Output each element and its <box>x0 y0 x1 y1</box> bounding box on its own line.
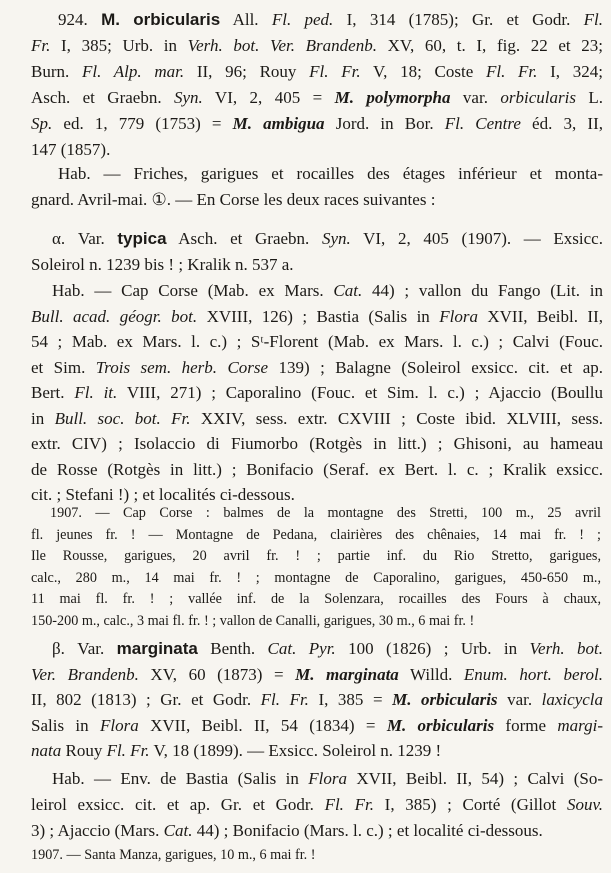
text-run: 147 (1857). <box>31 139 111 159</box>
text-line <box>31 407 603 431</box>
text-run: 11 mai fl. fr. ! ; vallée inf. de la Solenzara, rocailles des Fours à chaux, <box>31 591 601 608</box>
text-run: Bull. acad. géogr. bot. <box>31 306 198 326</box>
text-line <box>31 356 603 380</box>
text-run: éd. 3, II, <box>520 113 603 133</box>
text-run: Cat. <box>163 821 193 840</box>
text-line <box>31 112 603 136</box>
text-line <box>58 162 603 186</box>
text-run: α. Var. <box>52 229 118 248</box>
text-line <box>31 739 603 763</box>
species-heading-citation <box>233 10 603 29</box>
text-run: laxicycla <box>541 690 603 709</box>
text-line <box>31 305 603 329</box>
text-run: 44) ; Bonifacio (Mars. l. c.) ; et localité ci-dessous. <box>192 821 543 840</box>
text-line <box>31 819 603 843</box>
text-run: margi- <box>557 715 603 735</box>
text-run: VI, 2, 405 = <box>202 87 335 107</box>
text-run: forme <box>494 715 558 735</box>
text-run: Hab. — Env. de Bastia (Salis in <box>52 769 309 788</box>
text-run: Flora <box>308 769 348 788</box>
text-line <box>31 714 603 738</box>
text-run: Ver. Brandenb. <box>31 664 139 684</box>
text-run: I, 385 = <box>308 690 393 709</box>
text-line <box>31 253 603 277</box>
text-run: 1907. — Santa Manza, garigues, 10 m., 6 mai fr. ! <box>31 847 316 863</box>
text-run: XV, 60, t. I, fig. 22 et 23; <box>376 35 603 55</box>
text-run: calc., 280 m., 14 mai fr. ! ; montagne de Caporalino, garigues, 450-650 m., <box>31 569 601 586</box>
text-line <box>31 381 603 405</box>
text-run: M. marginata <box>295 664 399 684</box>
text-run: 3) ; Ajaccio (Mars. <box>31 821 164 840</box>
text-run: Flora <box>439 306 478 326</box>
text-run: Fl. Fr. <box>485 61 538 81</box>
text-run: ed. 1, 779 (1753) = <box>52 113 233 133</box>
text-run: M. orbicularis <box>392 690 498 709</box>
text-run: de Rosse (Rotgès in litt.) ; Bonifacio (Seraf. ex Bert. l. c. ; Kralik exsicc. <box>31 459 603 479</box>
text-run: Flora <box>99 715 139 735</box>
text-run: V, 18 (1899). — Exsicc. Soleirol n. 1239 ! <box>149 741 442 760</box>
text-run: XVII, Beibl. II, <box>477 306 603 326</box>
text-run: Burn. <box>31 61 82 81</box>
text-run: Fl. Fr. <box>106 741 150 760</box>
text-run: I, 385; Urb. in <box>50 35 188 55</box>
text-line <box>31 589 601 609</box>
text-run: Syn. <box>174 87 203 107</box>
text-line <box>31 793 603 817</box>
text-line <box>31 86 603 110</box>
text-run: XXIV, sess. extr. CXVIII ; Coste ibid. XLVIII, sess. <box>190 408 603 428</box>
text-run: Jord. in Bor. <box>324 113 445 133</box>
text-run: extr. CIV) ; Isolaccio di Fiumorbo (Rotgès in litt.) ; Ghisoni, au hameau <box>31 434 603 453</box>
text-line <box>31 611 601 631</box>
text-line <box>52 227 603 251</box>
text-line <box>31 34 603 58</box>
text-run: Trois sem. herb. Corse <box>95 357 269 377</box>
species-heading <box>58 8 603 32</box>
text-run: Benth. <box>197 639 268 658</box>
text-run: I, 385) ; Corté (Gillot <box>373 795 567 814</box>
text-run: Hab. — Cap Corse (Mab. ex Mars. <box>52 281 334 300</box>
text-run: II, 96; Rouy <box>184 61 310 81</box>
text-run: Verh. bot. Ver. Brandenb. <box>187 35 377 55</box>
text-run: 44) ; vallon du Fango (Lit. in <box>362 281 603 300</box>
text-line <box>52 767 603 791</box>
text-run: Fl. Fr. <box>260 690 309 709</box>
text-run: 54 ; Mab. ex Mars. l. c.) ; Sᵗ-Florent (Mab. ex Mars. l. c.) ; Calvi (Fouc. <box>31 332 603 351</box>
text-run: Ile Rousse, garigues, 20 avril fr. ! ; partie inf. du Rio Stretto, garigues, <box>31 548 601 565</box>
text-run: I, 324; <box>537 61 603 81</box>
text-run: Rouy <box>61 741 107 760</box>
text-run: M. polymorpha <box>334 87 451 107</box>
text-run: Souv. <box>566 795 603 814</box>
text-run: Fl. it. <box>74 383 118 402</box>
text-run: V, 18; Coste <box>360 61 486 81</box>
text-line <box>31 663 603 687</box>
text-line <box>31 568 601 588</box>
text-run: XVII, Beibl. II, 54 (1834) = <box>138 715 387 735</box>
species-genus: M. <box>101 10 120 29</box>
text-run: Salis in <box>31 715 100 735</box>
text-run: Enum. hort. berol. <box>463 664 603 684</box>
text-run: All. <box>232 10 272 29</box>
text-run: Willd. <box>398 664 464 684</box>
text-run: cit. ; Stefani !) ; et localités ci-dessous. <box>31 485 295 504</box>
text-run: Bull. soc. bot. Fr. <box>54 408 191 428</box>
text-run: gnard. Avril-mai. ①. — En Corse les deux races suivantes : <box>31 190 436 209</box>
text-run: XVII, Beibl. II, 54) ; Calvi (So- <box>347 769 603 788</box>
text-line <box>31 458 603 482</box>
text-line <box>31 688 603 712</box>
text-line <box>31 138 603 162</box>
text-run: XVIII, 126) ; Bastia (Salis in <box>197 306 440 326</box>
text-run: Fl. ped. <box>271 10 334 29</box>
text-run: VI, 2, 405 (1907). — Exsicc. <box>350 229 603 248</box>
text-run: in <box>31 408 55 428</box>
text-line <box>52 279 603 303</box>
text-run: Sp. <box>31 113 53 133</box>
text-run: 1907. — Cap Corse : balmes de la montagne des Stretti, 100 m., 25 avril <box>50 505 601 521</box>
text-run: L. <box>575 87 603 107</box>
text-run: XV, 60 (1873) = <box>138 664 296 684</box>
text-run: M. ambigua <box>232 113 325 133</box>
text-run: Cat. Pyr. <box>267 639 336 658</box>
text-line <box>31 60 603 84</box>
text-line <box>52 637 603 661</box>
text-line <box>31 845 603 865</box>
text-run: orbicularis <box>500 87 576 107</box>
text-run: Fr. <box>31 35 51 55</box>
text-run: Asch. et Graebn. <box>31 87 175 107</box>
text-run: Fl. Centre <box>444 113 521 133</box>
text-run: II, 802 (1813) ; Gr. et Godr. <box>31 690 261 709</box>
text-run: M. orbicularis <box>386 715 495 735</box>
text-run: et Sim. <box>31 357 96 377</box>
text-run: nata <box>31 741 62 760</box>
text-run: Asch. et Graebn. <box>166 229 322 248</box>
text-run: 139) ; Balagne (Soleirol exsicc. cit. et ap. <box>268 357 603 377</box>
text-line <box>31 525 601 545</box>
text-run: 150-200 m., calc., 3 mai fl. fr. ! ; vallon de Canalli, garigues, 30 m., 6 mai fr. ! <box>31 613 475 629</box>
text-run: Cat. <box>333 281 363 300</box>
text-run: Soleirol n. 1239 bis ! ; Kralik n. 537 a. <box>31 255 294 274</box>
text-run: Fl. Fr. <box>324 795 374 814</box>
text-line <box>31 330 603 354</box>
species-number: 924. <box>58 10 88 29</box>
text-run: Fl. <box>583 10 603 29</box>
text-run: marginata <box>116 639 198 658</box>
species-name: orbicularis <box>133 10 221 29</box>
text-line <box>31 546 601 566</box>
text-line <box>31 188 603 212</box>
text-run: Syn. <box>321 229 351 248</box>
text-run: typica <box>117 229 167 248</box>
text-run: Verh. bot. <box>529 639 603 658</box>
text-run: Fl. Fr. <box>309 61 361 81</box>
text-run: I, 314 (1785); Gr. et Godr. <box>333 10 584 29</box>
text-run: var. <box>497 690 542 709</box>
text-run: var. <box>450 87 501 107</box>
text-run: leirol exsicc. cit. et ap. Gr. et Godr. <box>31 795 325 814</box>
text-run: fl. jeunes fr. ! — Montagne de Pedana, clairières des chênaies, 14 mai fr. ! ; <box>31 526 601 543</box>
text-run: Bert. <box>31 383 75 402</box>
text-line <box>50 503 601 523</box>
text-run: Hab. — Friches, garigues et rocailles des étages inférieur et monta- <box>58 164 603 183</box>
text-run: Fl. Alp. mar. <box>81 61 185 81</box>
text-line <box>31 432 603 456</box>
text-run: 100 (1826) ; Urb. in <box>335 639 530 658</box>
text-run: β. Var. <box>52 639 117 658</box>
text-run: VIII, 271) ; Caporalino (Fouc. et Sim. l. c.) ; Ajaccio (Boullu <box>117 383 603 402</box>
